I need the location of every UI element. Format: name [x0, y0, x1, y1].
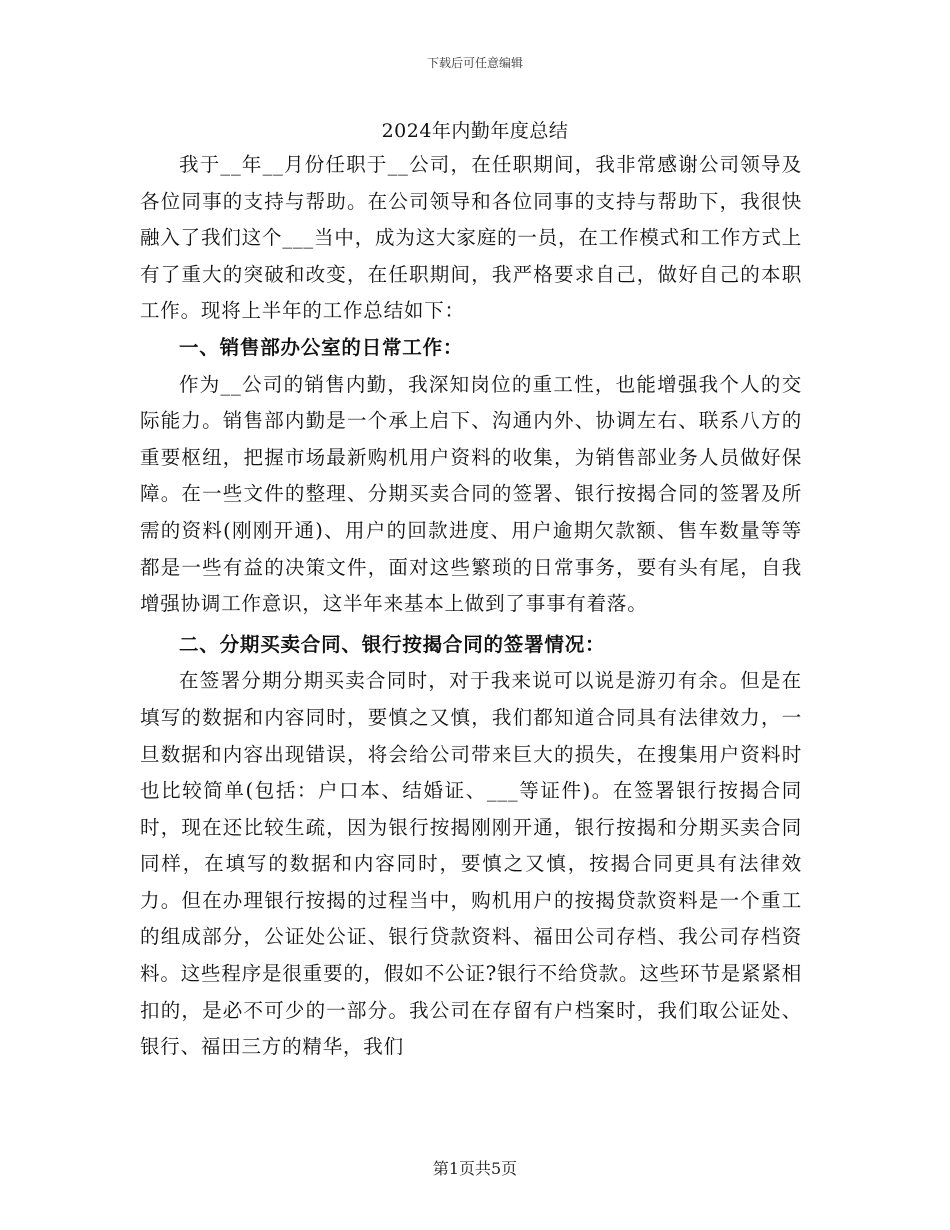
intro-paragraph: 我于__年__月份任职于__公司，在任职期间，我非常感谢公司领导及各位同事的支持与帮助。在公司领导和各位同事的支持与帮助下，我很快融入了我们这个___当中，成为这大家庭的一员，在工作模式和工作方式上有了重大的突破和改变，在任职期间，我严格要求自己，做好自己的本职工作。现将上半年的工作总结如下： [140, 153, 802, 323]
section-2-paragraph: 在签署分期分期买卖合同时，对于我来说可以说是游刃有余。但是在填写的数据和内容同时，要慎之又慎，我们都知道合同具有法律效力，一旦数据和内容出现错误，将会给公司带来巨大的损失，在搜集用户资料时也比较简单(包括：户口本、结婚证、___等证件)。在签署银行按揭合同时，现在还比较生疏，因为银行按揭刚刚开通，银行按揭和分期买卖合同同样，在填写的数据和内容同时，要慎之又慎，按揭合同更具有法律效力。但在办理银行按揭的过程当中，购机用户的按揭贷款资料是一个重工的组成部分，公证处公证、银行贷款资料、福田公司存档、我公司存档资料。这些程序是很重要的，假如不公证?银行不给贷款。这些环节是紧紧相扣的，是必不可少的一部分。我公司在存留有户档案时，我们取公证处、银行、福田三方的精华，我们 [140, 669, 802, 1059]
section-heading-1: 一、销售部办公室的日常工作： [179, 335, 464, 359]
page-footer: 第1页共5页 [432, 1159, 518, 1178]
header-note: 下载后可任意编辑 [426, 56, 523, 70]
document-body [140, 147, 802, 1066]
document-title: 2024年内勤年度总结 [381, 120, 569, 142]
section-heading-2: 二、分期买卖合同、银行按揭合同的签署情况： [179, 632, 606, 656]
section-1-paragraph: 作为__公司的销售内勤，我深知岗位的重工性，也能增强我个人的交际能力。销售部内勤是一个承上启下、沟通内外、协调左右、联系八方的重要枢纽，把握市场最新购机用户资料的收集，为销售部业务人员做好保障。在一些文件的整理、分期买卖合同的签署、银行按揭合同的签署及所需的资料(刚刚开通)、用户的回款进度、用户逾期欠款额、售车数量等等都是一些有益的决策文件，面对这些繁琐的日常事务，要有头有尾，自我增强协调工作意识，这半年来基本上做到了事事有着落。 [140, 372, 802, 616]
